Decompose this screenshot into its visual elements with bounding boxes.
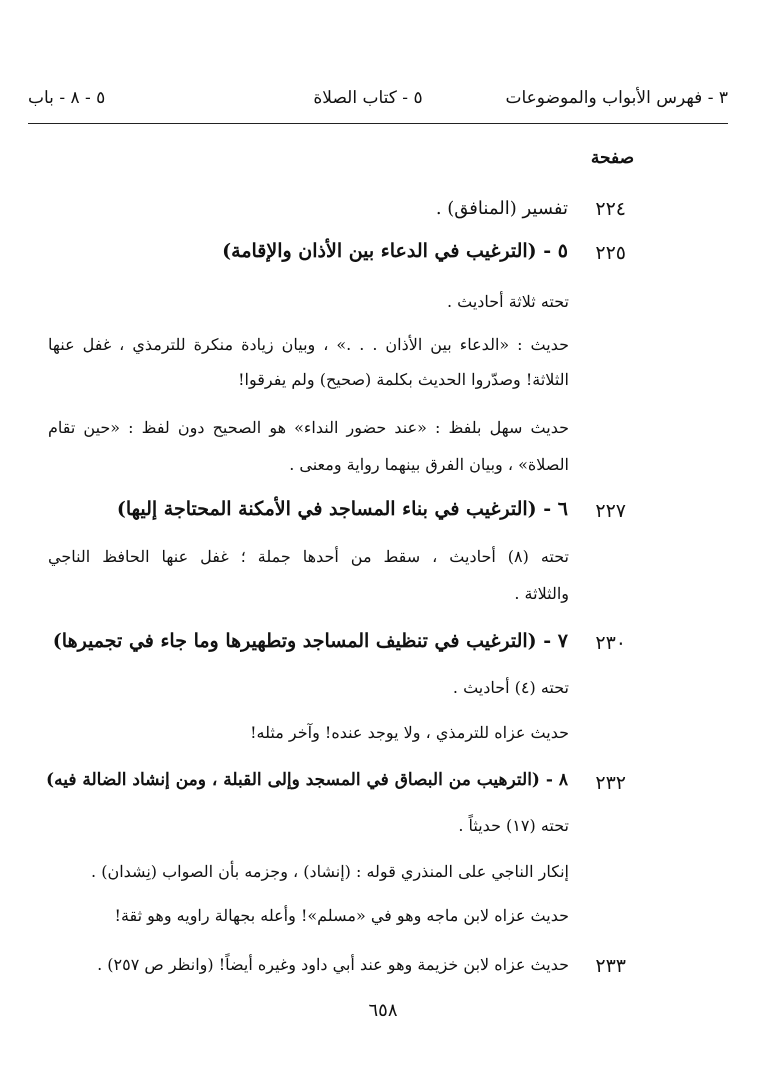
para-line: حديث سهل بلفظ : «عند حضور النداء» هو الصحيح دون لفظ : «حين تقام	[48, 418, 569, 437]
section-heading: ٦ - (الترغيب في بناء المساجد في الأمكنة المحتاجة إليها)	[116, 498, 568, 520]
section-heading: ٥ - (الترغيب في الدعاء بين الأذان والإقامة)	[222, 240, 568, 262]
para-line: والثلاثة .	[514, 584, 569, 603]
page-ref: ٢٣٠	[595, 632, 626, 654]
note-line: تحته ثلاثة أحاديث .	[446, 292, 569, 311]
section-heading: ٨ - (الترهيب من البصاق في المسجد وإلى القبلة ، ومن إنشاد الضالة فيه)	[46, 770, 568, 790]
header-section: ٣ - فهرس الأبواب والموضوعات	[505, 88, 728, 108]
note-line: تحته (١٧) حديثاً .	[458, 816, 569, 835]
page-ref: ٢٣٣	[595, 955, 626, 977]
page-ref: ٢٢٤	[595, 198, 626, 220]
para-line: حديث : «الدعاء بين الأذان . . .» ، وبيان زيادة منكرة للترمذي ، غفل عنها	[48, 335, 569, 354]
entry-text: حديث عزاه لابن خزيمة وهو عند أبي داود وغيره أيضاً! (وانظر ص ٢٥٧) .	[97, 955, 569, 974]
page-ref: ٢٢٥	[595, 242, 626, 264]
page-number: ٦٥٨	[368, 1000, 398, 1021]
header-chapter: ٥ - ٨ - باب	[28, 88, 106, 108]
entry-title: تفسير (المنافق) .	[435, 198, 568, 219]
para-line: الثلاثة! وصدّروا الحديث بكلمة (صحيح) ولم يفرقوا!	[238, 370, 569, 389]
note-line: تحته (٤) أحاديث .	[452, 678, 569, 697]
para-line: الصلاة» ، وبيان الفرق بينهما رواية ومعنى .	[289, 455, 569, 474]
page-ref: ٢٣٢	[595, 772, 626, 794]
note-line: حديث عزاه للترمذي ، ولا يوجد عنده! وآخر مثله!	[250, 723, 569, 742]
header-rule	[28, 123, 728, 124]
running-header	[28, 88, 728, 118]
para-line: تحته (٨) أحاديث ، سقط من أحدها جملة ؛ غفل عنها الحافظ الناجي	[48, 547, 570, 566]
note-line: إنكار الناجي على المنذري قوله : (إنشاد) ، وجزمه بأن الصواب (نِشدان) .	[91, 862, 569, 881]
section-heading: ٧ - (الترغيب في تنظيف المساجد وتطهيرها وما جاء في تجميرها)	[52, 630, 568, 652]
header-book: ٥ - كتاب الصلاة	[313, 88, 423, 108]
page-column-label: صفحة	[590, 148, 634, 168]
note-line: حديث عزاه لابن ماجه وهو في «مسلم»! وأعله بجهالة راويه وهو ثقة!	[114, 906, 569, 925]
page-ref: ٢٢٧	[595, 500, 626, 522]
